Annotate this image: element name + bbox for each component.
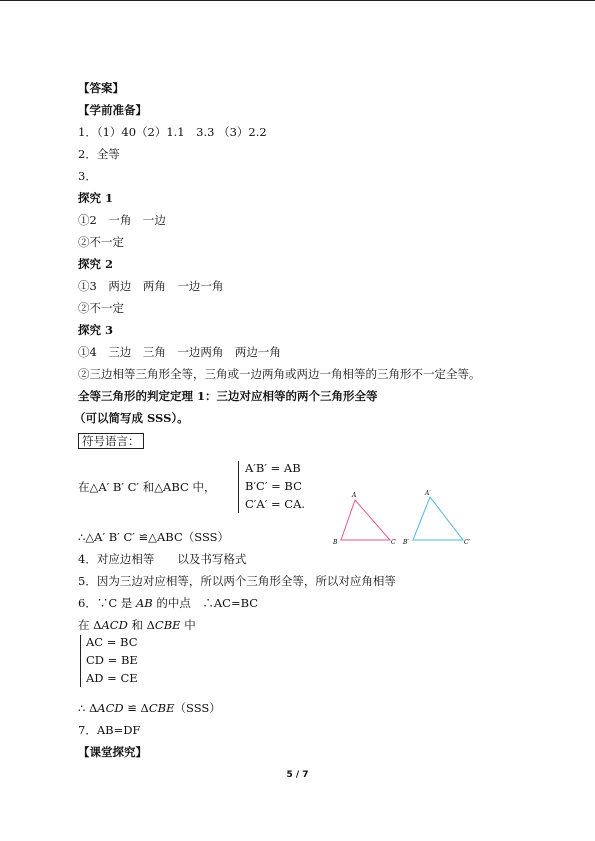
- item-3: 3．: [78, 169, 97, 183]
- explore-2-title: 探究 2: [78, 257, 114, 271]
- eq-1-3: C′A′ = CA.: [245, 497, 306, 511]
- label-a: A: [352, 492, 357, 499]
- explore-3-b: ②三边相等三角形全等，三角或一边两角或两边一角相等的三角形不一定全等。: [78, 367, 481, 381]
- eq-1-2: B′C′ = BC: [245, 479, 302, 493]
- eq-1-1: A′B′ = AB: [245, 461, 301, 475]
- triangles-figure: [325, 488, 475, 548]
- label-b: B: [333, 539, 338, 546]
- class-explore-heading: 【课堂探究】: [78, 745, 147, 759]
- item-6: 6．∵C 是 AB 的中点 ∴AC=BC: [78, 596, 259, 610]
- symbol-language-box: [78, 433, 144, 449]
- brace-1: [238, 461, 239, 513]
- top-rule: [0, 0, 595, 1]
- explore-1-a: ①2 一角 一边: [78, 213, 166, 227]
- triangle-abc: [341, 500, 390, 540]
- explore-1-b: ②不一定: [78, 235, 124, 249]
- explore-2-b: ②不一定: [78, 301, 124, 315]
- label-c: C: [391, 539, 396, 546]
- eq-2-2: CD = BE: [86, 653, 138, 667]
- item-2: 2．全等: [78, 147, 120, 161]
- theorem-line-1: 全等三角形的判定定理 1：三边对应相等的两个三角形全等: [78, 389, 378, 403]
- item-1: 1．（1）40（2）1.1 3.3 （3）2.2: [78, 125, 267, 139]
- triangle-abc-prime: [413, 497, 463, 540]
- symbol-language-label: 符号语言：: [78, 433, 144, 449]
- conclusion-1: ∴△A′ B′ C′ ≌△ABC（SSS）: [78, 530, 229, 544]
- in-prefix-1: 在△A′ B′ C′ 和△ABC 中，: [78, 480, 216, 494]
- item-7: 7．AB=DF: [78, 723, 141, 737]
- brace-2: [80, 635, 81, 687]
- answer-heading: 【答案】: [78, 81, 124, 95]
- explore-2-a: ①3 两边 两角 一边一角: [78, 279, 224, 293]
- page-number: 5 / 7: [286, 770, 309, 780]
- item-5: 5．因为三边对应相等，所以两个三角形全等，所以对应角相等: [78, 574, 396, 588]
- eq-2-3: AD = CE: [86, 671, 138, 685]
- eq-2-1: AC = BC: [86, 635, 138, 649]
- conclusion-2: ∴ ΔACD ≌ ΔCBE（SSS）: [78, 701, 221, 715]
- in-prefix-2: 在 ΔACD 和 ΔCBE 中: [78, 618, 196, 632]
- label-b-prime: B′: [403, 539, 409, 546]
- explore-3-title: 探究 3: [78, 323, 114, 337]
- label-c-prime: C′: [464, 539, 470, 546]
- item-4: 4．对应边相等 以及书写格式: [78, 552, 247, 566]
- prep-heading: 【学前准备】: [78, 103, 147, 117]
- explore-1-title: 探究 1: [78, 191, 114, 205]
- explore-3-a: ①4 三边 三角 一边两角 两边一角: [78, 345, 281, 359]
- label-a-prime: A′: [425, 490, 431, 497]
- theorem-line-2: （可以简写成 SSS）。: [74, 411, 189, 425]
